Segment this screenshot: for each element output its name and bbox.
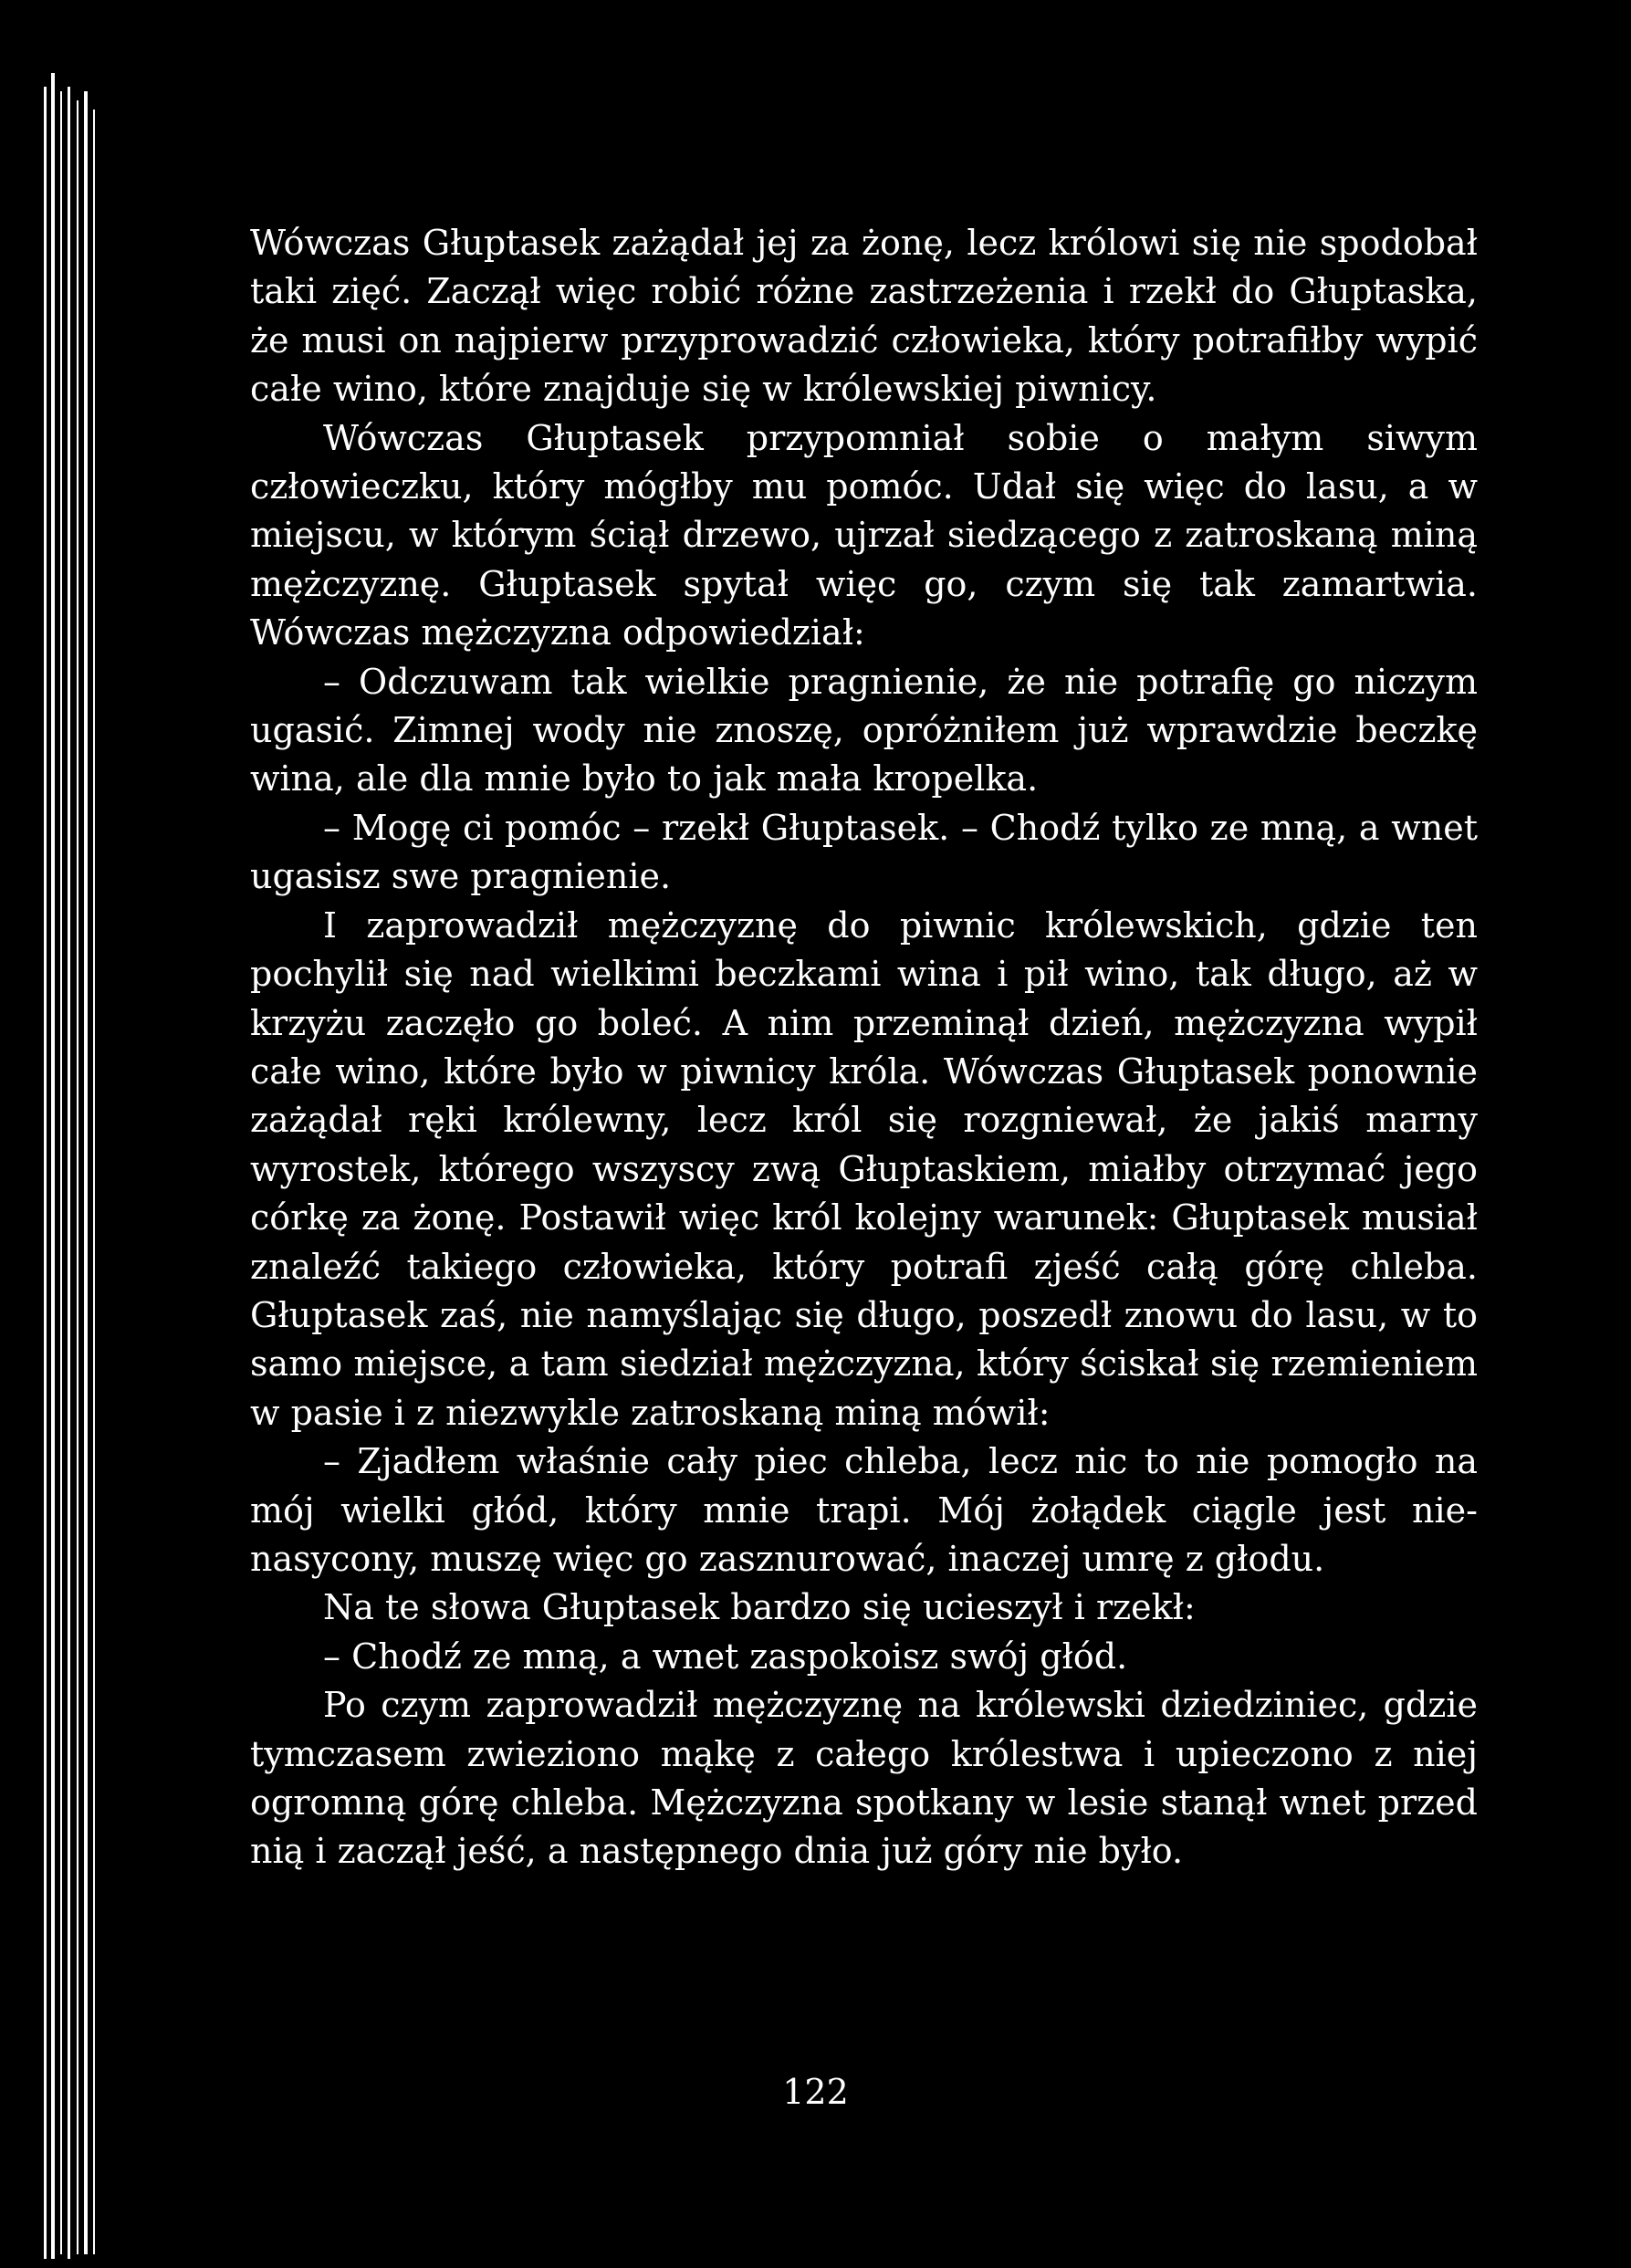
paragraph: Wówczas Głuptasek zażądał jej za żonę, lecz królowi się nie spodobał taki zięć. Zaczął więc robić różne zastrzeżenia i rzekł do Głuptaska, że musi on najpierw przyprowadzić człowieka, który potrafiłby wypić całe wino, które znajduje się w królewskiej piwnicy. — [250, 223, 1478, 410]
book-binding-edge — [0, 0, 119, 2268]
paragraph: I zaprowadził mężczyznę do piwnic królewskich, gdzie ten pochylił się nad wielkimi beczkami wina i pił wino, tak długo, aż w krzyżu zaczęło go boleć. A nim przeminął dzień, mężczyzna wypił całe wino, które było w piwnicy króla. Wówczas Głuptasek ponownie zażądał ręki królewny, lecz król się rozgniewał, że jakiś marny wyrostek, którego wszyscy zwą Głuptaskiem, miałby otrzymać jego córkę za żonę. Postawił więc król kolejny warunek: Głuptasek musiał znaleźć takiego człowieka, który potrafi zjeść całą górę chleba. Głuptasek zaś, nie namyślając się długo, poszedł znowu do lasu, w to samo miejsce, a tam siedział mężczyzna, który ściskał się rzemieniem w pasie i z niezwykle zatroskaną miną mówił: — [250, 904, 1478, 1433]
dialogue-paragraph: – Zjadłem właśnie cały piec chleba, lecz nic to nie pomogło na mój wielki głód, który mnie trapi. Mój żołądek ciągle jest nienasycony, muszę więc go zasznurować, inaczej umrę z głodu. — [250, 1441, 1478, 1579]
paragraph: Po czym zaprowadził mężczyznę na królewski dziedziniec, gdzie tymczasem zwieziono mąkę z całego królestwa i upieczono z niej ogromną górę chleba. Mężczyzna spotkany w lesie stanął wnet przed nią i zaczął jeść, a następnego dnia już góry nie było. — [250, 1685, 1478, 1872]
paragraph: Wówczas Głuptasek przypomniał sobie o małym siwym człowieczku, który mógłby mu pomóc. Udał się więc do lasu, a w miejscu, w którym ściął drzewo, ujrzał siedzącego z zatroskaną miną mężczyznę. Głuptasek spytał więc go, czym się tak zamartwia. Wówczas mężczyzna odpowiedział: — [250, 417, 1478, 653]
paragraph: Na te słowa Głuptasek bardzo się ucieszył i rzekł: — [323, 1587, 1196, 1628]
body-text — [250, 219, 1478, 1876]
page-number: 122 — [782, 2072, 849, 2112]
dialogue-paragraph: – Mogę ci pomóc – rzekł Głuptasek. – Chodź tylko ze mną, a wnet ugasisz swe pragnienie. — [250, 807, 1478, 897]
dialogue-paragraph: – Chodź ze mną, a wnet zaspokoisz swój głód. — [323, 1636, 1128, 1677]
dialogue-paragraph: – Odczuwam tak wielkie pragnienie, że nie potrafię go niczym ugasić. Zimnej wody nie znoszę, opróżniłem już wprawdzie beczkę wina, ale dla mnie było to jak mała kropelka. — [250, 661, 1478, 800]
